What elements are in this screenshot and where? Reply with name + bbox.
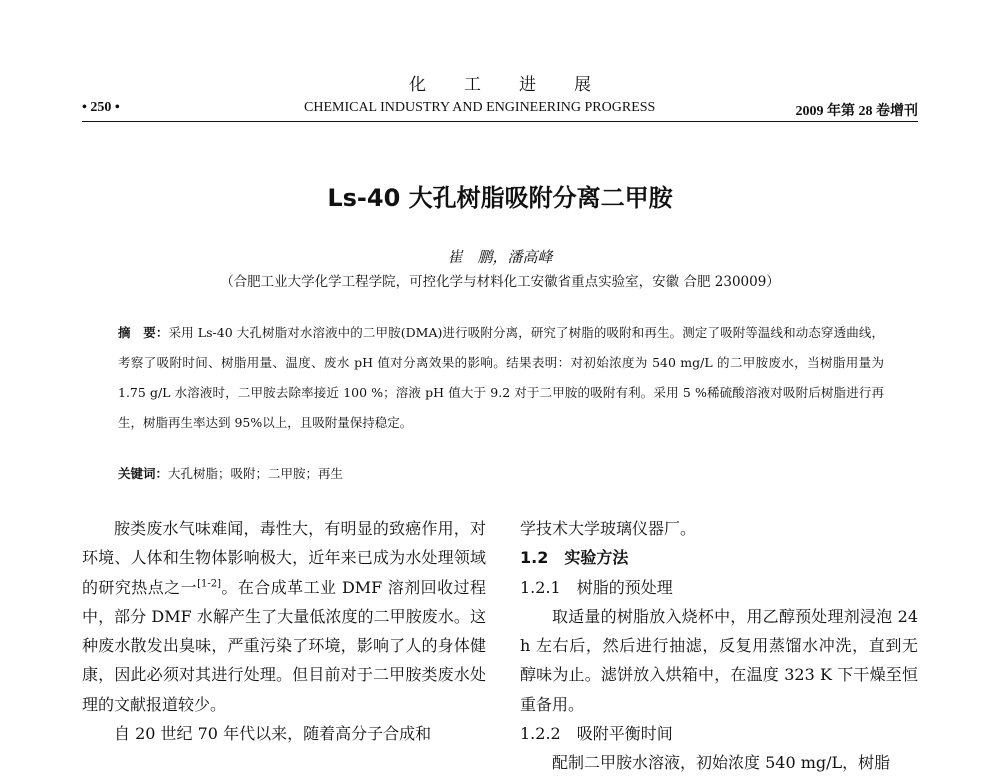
body-column-left	[82, 514, 486, 748]
subsection-heading: 1.2.2 吸附平衡时间	[520, 724, 673, 744]
body-paragraph: 配制二甲胺水溶液，初始浓度 540 mg/L，树脂	[552, 753, 891, 773]
paragraph-text: 胺类废水气味难闻，毒性大，有明显的致癌作用，对环境、人体和生物体影响极大，近年来已成为水处理领域的研究热点之一	[82, 519, 486, 597]
article-authors: 崔 鹏，潘高峰	[447, 248, 553, 266]
body-paragraph: 取适量的树脂放入烧杯中，用乙醇预处理剂浸泡 24 h 左右后，然后进行抽滤，反复用蒸馏水冲洗，直到无醇味为止。滤饼放入烘箱中，在温度 323 K 下干燥至恒重备用。	[520, 606, 918, 714]
abstract-label: 摘 要：	[118, 325, 169, 340]
body-paragraph: 学技术大学玻璃仪器厂。	[520, 519, 697, 538]
abstract-text: 采用 Ls-40 大孔树脂对水溶液中的二甲胺(DMA)进行吸附分离，研究了树脂的吸附和再生。测定了吸附等温线和动态穿透曲线，考察了吸附时间、树脂用量、温度、废水 pH 值对分离效果的影响。结果表明：对初始浓度为 540 mg/L 的二甲胺废水，当树脂用量为 1.75 g/L 水溶液时，二甲胺去除率接近 100 %；溶液 pH 值大于 9.2 对于二甲胺的吸附有利。采用 5 %稀硫酸溶液对吸附后树脂进行再生，树脂再生率达到 95%以上，且吸附量保持稳定。	[118, 325, 884, 430]
keywords-label: 关键词：	[118, 466, 169, 481]
body-column-right	[520, 514, 918, 778]
issue-info: 2009 年第 28 卷增刊	[795, 104, 918, 119]
body-paragraph	[82, 514, 486, 719]
citation-ref: [1-2]	[197, 578, 221, 590]
header-rule	[82, 121, 918, 122]
journal-name-english: CHEMICAL INDUSTRY AND ENGINEERING PROGRESS	[304, 100, 656, 115]
running-header	[82, 98, 918, 120]
keywords	[118, 462, 884, 486]
body-paragraph: 自 20 世纪 70 年代以来，随着高分子合成和	[114, 724, 432, 744]
article-affiliation: （合肥工业大学化学工程学院，可控化学与材料化工安徽省重点实验室，安徽 合肥 230009）	[220, 274, 780, 290]
subsection-heading: 1.2.1 树脂的预处理	[520, 577, 673, 597]
article-title: Ls-40 大孔树脂吸附分离二甲胺	[327, 184, 673, 212]
keywords-text: 大孔树脂；吸附；二甲胺；再生	[168, 466, 344, 481]
journal-name-chinese: 化工进展	[409, 75, 629, 95]
paragraph-text: 。在合成革工业 DMF 溶剂回收过程中，部分 DMF 水解产生了大量低浓度的二甲胺废水。这种废水散发出臭味，严重污染了环境，影响了人的身体健康，因此必须对其进行处理。但目前对于二甲胺类废水处理的文献报道较少。	[82, 577, 486, 714]
page-number: • 250 •	[82, 100, 120, 115]
abstract	[118, 318, 884, 438]
section-heading: 1.2 实验方法	[520, 548, 629, 568]
